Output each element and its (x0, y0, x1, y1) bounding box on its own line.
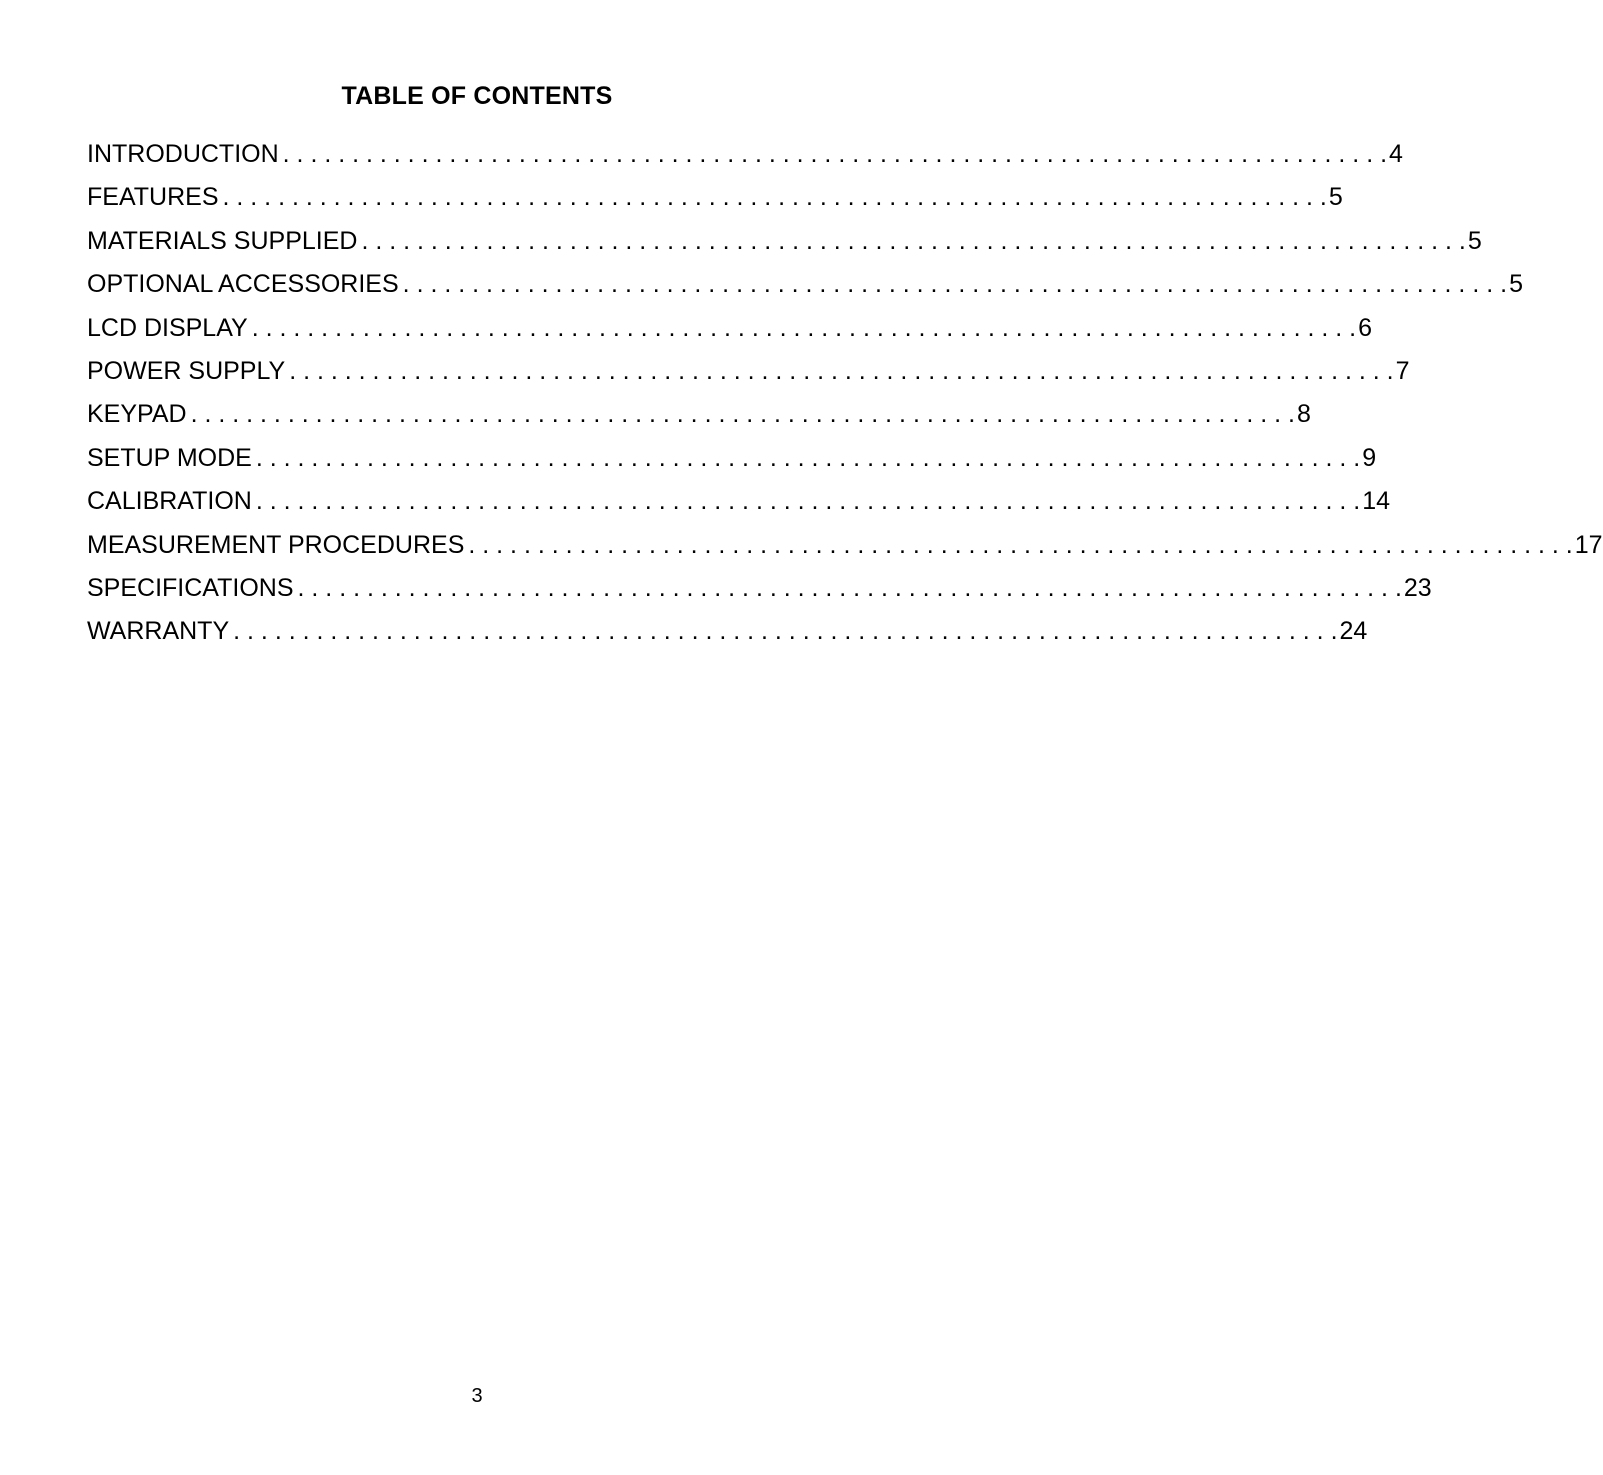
toc-entry-measurement-procedures[interactable] (87, 527, 1603, 570)
toc-entry-setup-mode[interactable] (87, 440, 1377, 483)
toc-entry-keypad[interactable] (87, 396, 1311, 439)
toc-entry-label: FEATURES (87, 183, 219, 212)
toc-entry-label: INTRODUCTION (87, 140, 279, 168)
dot-leader: . . . . . . . . . . . . . . . . . . . . . . . . . . . . . . . . . . . . . . . . . . . . . . . . . . . . . . . . . . . . . . . . . . . . . . . . . . . . . . . . (255, 487, 1361, 516)
dot-leader: . . . . . . . . . . . . . . . . . . . . . . . . . . . . . . . . . . . . . . . . . . . . . . . . . . . . . . . . . . . . . . . . . . . . . . . . . . . . . . . . (233, 617, 1338, 646)
toc-entry-label: MATERIALS SUPPLIED (87, 226, 358, 255)
toc-entry-power-supply[interactable] (87, 353, 1410, 396)
toc-entry-label: OPTIONAL ACCESSORIES (87, 270, 399, 299)
dot-leader: . . . . . . . . . . . . . . . . . . . . . . . . . . . . . . . . . . . . . . . . . . . . . . . . . . . . . . . . . . . . . . . . . . . . . . . . . . . . . . . . (402, 270, 1508, 299)
toc-entry-label: WARRANTY (87, 617, 230, 646)
toc-entry-lcd-display[interactable] (87, 310, 1373, 353)
toc-entry-page: 23 (1403, 573, 1432, 602)
toc-entry-label: MEASUREMENT PROCEDURES (87, 530, 465, 559)
toc-entry-page: 9 (1362, 443, 1377, 472)
toc-entry-label: KEYPAD (87, 400, 187, 429)
dot-leader: . . . . . . . . . . . . . . . . . . . . . . . . . . . . . . . . . . . . . . . . . . . . . . . . . . . . . . . . . . . . . . . . . . . . . . . . . . . . . . . . (289, 356, 1394, 385)
dot-leader: . . . . . . . . . . . . . . . . . . . . . . . . . . . . . . . . . . . . . . . . . . . . . . . . . . . . . . . . . . . . . . . . . . . . . . . . . . . . . . . . (297, 573, 1402, 602)
toc-entry-page: 6 (1358, 313, 1373, 342)
page-number: 3 (471, 1385, 483, 1407)
dot-leader: . . . . . . . . . . . . . . . . . . . . . . . . . . . . . . . . . . . . . . . . . . . . . . . . . . . . . . . . . . . . . . . . . . . . . . . . . . . . . . . . (190, 400, 1295, 429)
toc-entry-label: SETUP MODE (87, 443, 252, 472)
toc-entry-page: 5 (1467, 226, 1482, 255)
toc-list (87, 136, 1603, 657)
dot-leader: . . . . . . . . . . . . . . . . . . . . . . . . . . . . . . . . . . . . . . . . . . . . . . . . . . . . . . . . . . . . . . . . . . . . . . . . . . . . . . . . (361, 226, 1466, 255)
toc-entry-page: 7 (1395, 356, 1410, 385)
toc-entry-page: 24 (1339, 617, 1368, 646)
toc-entry-label: POWER SUPPLY (87, 356, 286, 385)
toc-entry-introduction[interactable] (87, 136, 1403, 179)
toc-entry-page: 4 (1389, 140, 1403, 168)
toc-entry-materials-supplied[interactable] (87, 223, 1482, 266)
toc-entry-page: 8 (1296, 400, 1311, 429)
toc-entry-label: CALIBRATION (87, 487, 252, 516)
toc-entry-optional-accessories[interactable] (87, 266, 1523, 309)
toc-entry-page: 5 (1328, 183, 1343, 212)
toc-entry-calibration[interactable] (87, 483, 1391, 526)
toc-entry-page: 14 (1362, 487, 1391, 516)
toc-entry-warranty[interactable] (87, 613, 1368, 656)
toc-entry-features[interactable] (87, 179, 1343, 222)
dot-leader: . . . . . . . . . . . . . . . . . . . . . . . . . . . . . . . . . . . . . . . . . . . . . . . . . . . . . . . . . . . . . . . . . . . . . . . . . . . . . . . . (282, 140, 1388, 168)
dot-leader: . . . . . . . . . . . . . . . . . . . . . . . . . . . . . . . . . . . . . . . . . . . . . . . . . . . . . . . . . . . . . . . . . . . . . . . . . . . . . . . . (255, 443, 1361, 472)
dot-leader: . . . . . . . . . . . . . . . . . . . . . . . . . . . . . . . . . . . . . . . . . . . . . . . . . . . . . . . . . . . . . . . . . . . . . . . . . . . . . . . . (468, 530, 1573, 559)
dot-leader: . . . . . . . . . . . . . . . . . . . . . . . . . . . . . . . . . . . . . . . . . . . . . . . . . . . . . . . . . . . . . . . . . . . . . . . . . . . . . . . . (251, 313, 1357, 342)
toc-entry-label: LCD DISPLAY (87, 313, 248, 342)
toc-title: TABLE OF CONTENTS (341, 82, 613, 110)
toc-entry-label: SPECIFICATIONS (87, 573, 294, 602)
toc-entry-page: 5 (1509, 270, 1523, 299)
toc-entry-specifications[interactable] (87, 570, 1432, 613)
dot-leader: . . . . . . . . . . . . . . . . . . . . . . . . . . . . . . . . . . . . . . . . . . . . . . . . . . . . . . . . . . . . . . . . . . . . . . . . . . . . . . . . (222, 183, 1327, 212)
toc-entry-page: 17 (1574, 530, 1603, 559)
